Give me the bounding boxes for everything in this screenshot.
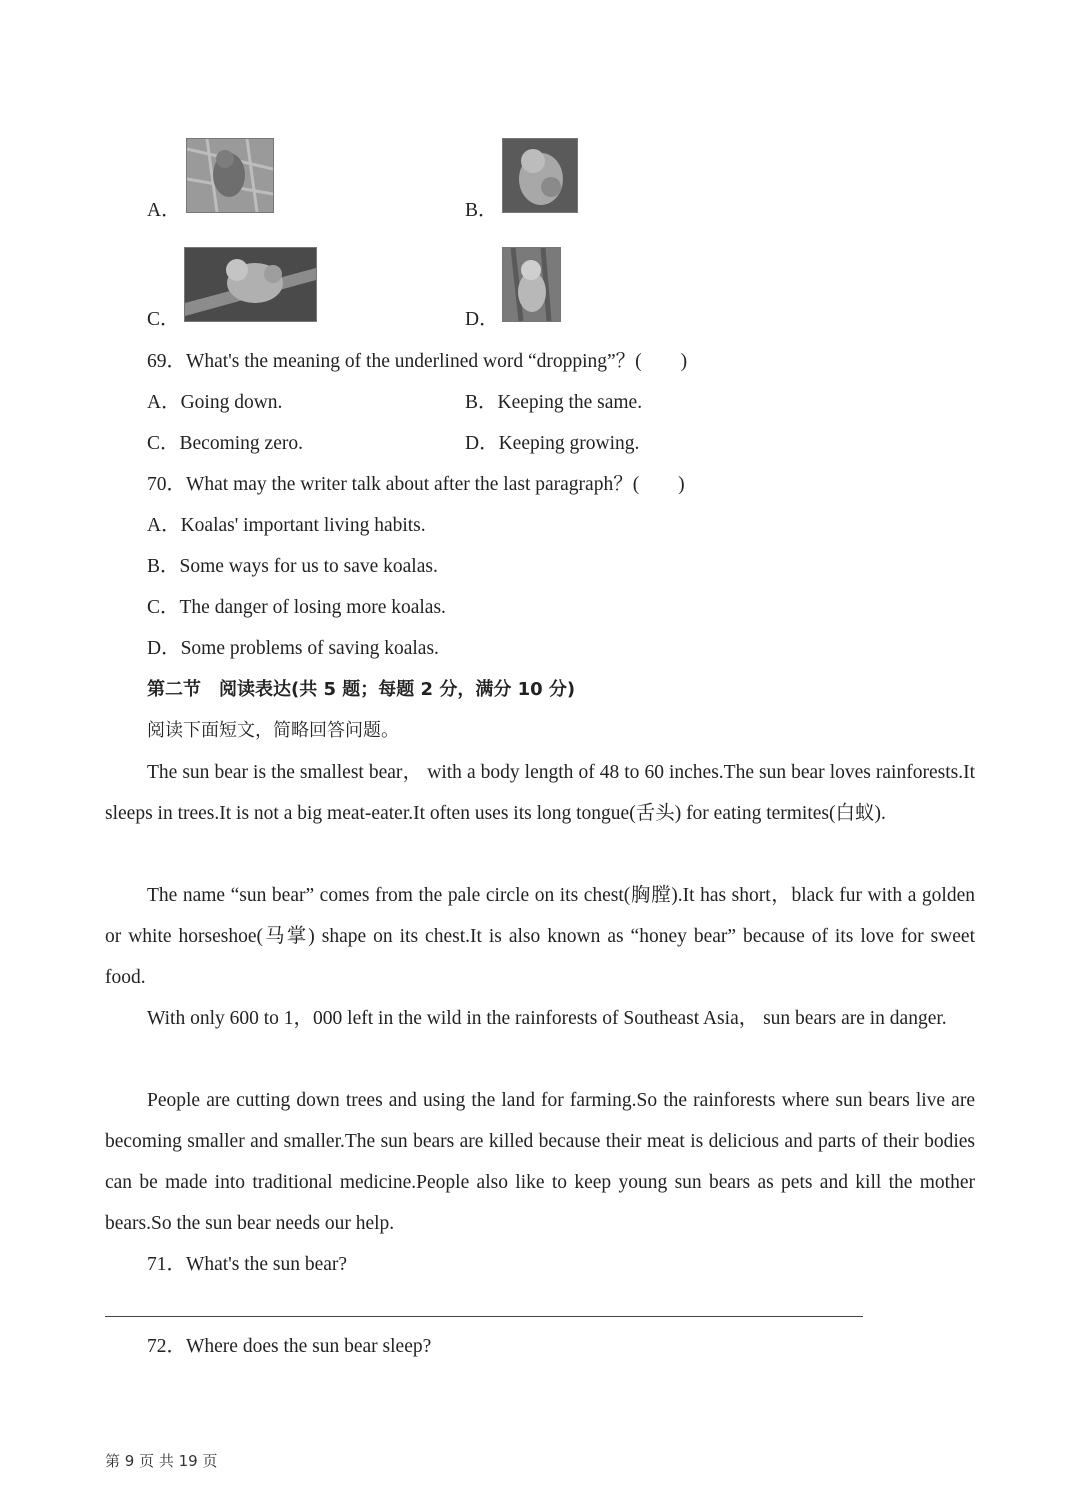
koala-photo-icon[interactable] (502, 138, 578, 213)
answer-line-71[interactable] (105, 1316, 863, 1317)
q69-option-a[interactable]: A．Going down. (147, 392, 283, 413)
q69-option-b[interactable]: B．Keeping the same. (465, 392, 643, 413)
q69-option-d[interactable]: D．Keeping growing. (465, 433, 640, 454)
passage-paragraph-2: The name “sun bear” comes from the pale circle on its chest(胸膛).It has short，black fur with a golden or white horseshoe(马掌) shape on its chest.It is also known as “honey bear” because of its love for sweet food. (105, 885, 975, 988)
q70-option-d[interactable]: D．Some problems of saving koalas. (147, 638, 439, 659)
koala-photo-icon[interactable] (184, 247, 317, 322)
section-heading: 第二节 阅读表达(共 5 题；每题 2 分，满分 10 分) (147, 679, 576, 700)
koala-photo-icon[interactable] (186, 138, 274, 213)
question-70: 70．What may the writer talk about after the last paragraph？( ) (147, 474, 685, 495)
question-71: 71．What's the sun bear? (147, 1254, 348, 1275)
question-72: 72．Where does the sun bear sleep? (147, 1336, 432, 1357)
option-a-label: A． (147, 200, 181, 221)
option-d-label: D． (465, 309, 499, 330)
section-instruction: 阅读下面短文，简略回答问题。 (147, 720, 399, 741)
passage-paragraph-1: The sun bear is the smallest bear， with a body length of 48 to 60 inches.The sun bear loves rainforests.It sleeps in trees.It is not a big meat-eater.It often uses its long tongue(舌头) for eating termites(白蚁). (105, 762, 975, 824)
q70-option-c[interactable]: C．The danger of losing more koalas. (147, 597, 446, 618)
question-69: 69．What's the meaning of the underlined word “dropping”？( ) (147, 351, 688, 372)
option-c-label: C． (147, 309, 180, 330)
page-footer: 第 9 页 共 19 页 (105, 1452, 218, 1470)
passage-paragraph-3: With only 600 to 1，000 left in the wild in the rainforests of Southeast Asia， sun bears are in danger. (147, 1008, 947, 1029)
q70-option-a[interactable]: A．Koalas' important living habits. (147, 515, 426, 536)
koala-photo-icon[interactable] (502, 247, 561, 322)
q69-option-c[interactable]: C．Becoming zero. (147, 433, 303, 454)
passage-paragraph-4: People are cutting down trees and using the land for farming.So the rainforests where sun bears live are becoming smaller and smaller.The sun bears are killed because their meat is delicious and parts of their bodies can be made into traditional medicine.People also like to keep young sun bears as pets and kill the mother bears.So the sun bear needs our help. (105, 1090, 975, 1234)
q70-option-b[interactable]: B．Some ways for us to save koalas. (147, 556, 438, 577)
option-b-label: B． (465, 200, 498, 221)
